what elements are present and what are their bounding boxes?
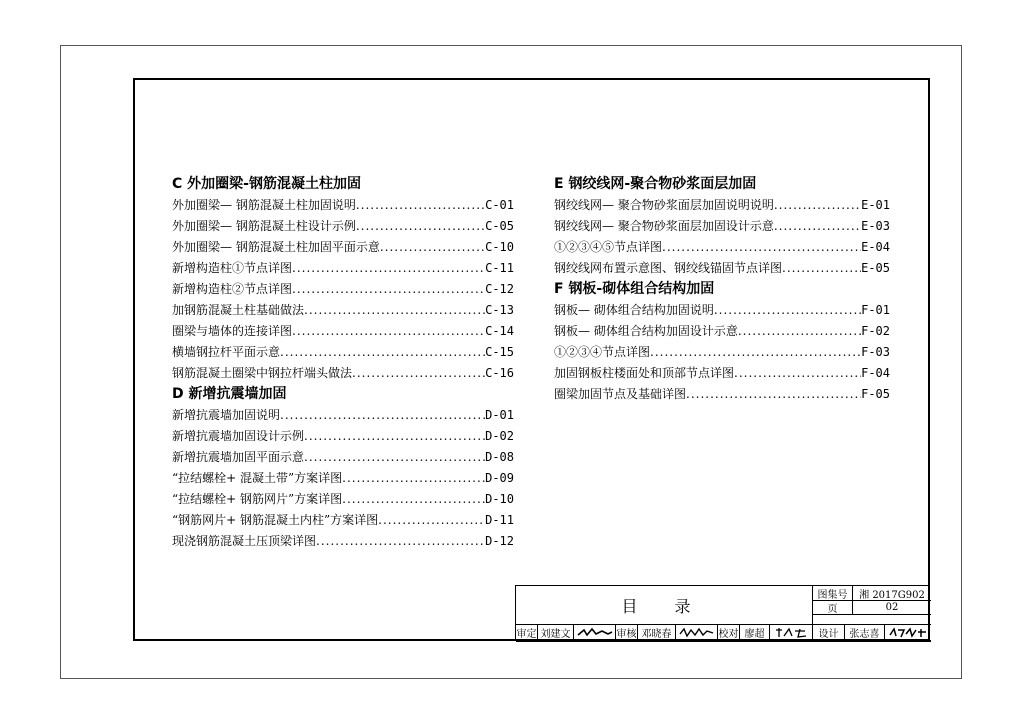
toc-entry: [554, 342, 890, 363]
toc-entry-code: F-02: [861, 324, 890, 338]
section-heading-e: E 钢绞线网-聚合物砂浆面层加固: [554, 176, 757, 192]
toc-entry-code: E-03: [861, 219, 890, 233]
review-label: 审定: [516, 625, 538, 640]
toc-entry: [172, 258, 514, 279]
toc-entry: [172, 489, 514, 510]
review-signature: [574, 625, 616, 640]
section-f-list: [554, 300, 890, 405]
toc-entry-title: 新增抗震墙加固设计示例: [172, 429, 305, 443]
toc-entry-title: 钢绞线网布置示意图、钢绞线锚固节点详图: [554, 261, 783, 275]
toc-entry-title: 钢绞线网— 聚合物砂浆面层加固设计示意: [554, 219, 774, 233]
toc-entry-code: E-05: [861, 261, 890, 275]
toc-entry-code: C-15: [485, 345, 514, 359]
toc-leader-dots: [774, 195, 861, 216]
toc-entry-code: C-16: [485, 366, 514, 380]
toc-entry-title: 加钢筋混凝土柱基础做法: [172, 303, 305, 317]
toc-entry: [554, 321, 890, 342]
section-heading-f: F 钢板-砌体组合结构加固: [554, 281, 715, 297]
title-block-title: 目 录: [516, 586, 813, 624]
proof-label: 校对: [718, 625, 740, 640]
toc-entry: [172, 216, 514, 237]
proof-signature: [770, 625, 813, 640]
section-heading-d: D 新增抗震墙加固: [172, 386, 287, 402]
toc-entry: [172, 468, 514, 489]
check-signature: [676, 625, 718, 640]
toc-entry: [554, 300, 890, 321]
toc-entry-code: E-01: [861, 198, 890, 212]
grid-line: [516, 640, 931, 642]
proof-signature-mark: [772, 626, 810, 639]
toc-entry-title: 圈梁加固节点及基础详图: [554, 387, 687, 401]
toc-entry-title: 新增抗震墙加固平面示意: [172, 450, 305, 464]
toc-entry-code: F-04: [861, 366, 890, 380]
toc-entry: [172, 195, 514, 216]
toc-entry: [554, 195, 890, 216]
section-d-list: [172, 405, 514, 552]
toc-leader-dots: [650, 342, 861, 363]
check-signature-mark: [678, 626, 716, 639]
toc-entry: [172, 237, 514, 258]
toc-entry: [172, 300, 514, 321]
toc-leader-dots: [734, 363, 861, 384]
toc-entry-title: 加固钢板柱楼面处和顶部节点详图: [554, 366, 735, 380]
atlas-number-label: 图集号: [813, 586, 853, 600]
toc-entry-title: “钢筋网片+ 钢筋混凝土内柱”方案详图: [172, 513, 379, 527]
toc-leader-dots: [352, 363, 485, 384]
toc-entry-code: C-12: [485, 282, 514, 296]
toc-entry-title: 新增构造柱②节点详图: [172, 282, 293, 296]
toc-entry: [172, 531, 514, 552]
toc-leader-dots: [782, 258, 861, 279]
toc-entry-code: D-08: [485, 450, 514, 464]
grid-line: [813, 614, 931, 615]
toc-entry: [172, 426, 514, 447]
review-signature-mark: [576, 626, 614, 639]
section-e-list: [554, 195, 890, 279]
check-label: 审核: [616, 625, 638, 640]
toc-entry-title: ①②③④节点详图: [554, 345, 651, 359]
toc-entry-code: D-10: [485, 492, 514, 506]
toc-entry-title: 圈梁与墙体的连接详图: [172, 324, 293, 338]
toc-right-column: [554, 174, 890, 405]
toc-entry: [172, 342, 514, 363]
toc-entry-title: 钢绞线网— 聚合物砂浆面层加固说明说明: [554, 198, 774, 212]
toc-leader-dots: [342, 489, 485, 510]
toc-leader-dots: [738, 321, 861, 342]
toc-entry-title: 外加圈梁— 钢筋混凝土柱加固说明: [172, 198, 356, 212]
toc-leader-dots: [686, 384, 861, 405]
toc-entry: [554, 237, 890, 258]
toc-entry: [172, 405, 514, 426]
toc-leader-dots: [280, 405, 485, 426]
toc-entry: [554, 258, 890, 279]
toc-entry-code: F-03: [861, 345, 890, 359]
toc-leader-dots: [280, 342, 485, 363]
proof-name: 廖超: [740, 625, 770, 640]
toc-leader-dots: [378, 510, 485, 531]
toc-entry: [554, 384, 890, 405]
toc-entry-title: 现浇钢筋混凝土压顶梁详图: [172, 534, 317, 548]
review-name: 刘建文: [538, 625, 574, 640]
toc-entry-code: C-05: [485, 219, 514, 233]
toc-leader-dots: [356, 195, 485, 216]
toc-entry-code: E-04: [861, 240, 890, 254]
toc-entry-code: D-02: [485, 429, 514, 443]
toc-entry-title: “拉结螺栓+ 钢筋网片”方案详图: [172, 492, 343, 506]
toc-leader-dots: [662, 237, 861, 258]
toc-entry-title: ①②③④⑤节点详图: [554, 240, 663, 254]
toc-leader-dots: [304, 426, 485, 447]
toc-leader-dots: [304, 447, 485, 468]
toc-entry-code: D-01: [485, 408, 514, 422]
toc-entry-code: D-09: [485, 471, 514, 485]
check-name: 邓晓春: [638, 625, 676, 640]
toc-entry-code: F-05: [861, 387, 890, 401]
toc-entry-code: C-13: [485, 303, 514, 317]
toc-leader-dots: [292, 279, 485, 300]
toc-entry: [172, 363, 514, 384]
page-label: 页: [813, 600, 853, 614]
grid-line: [812, 586, 813, 642]
toc-leader-dots: [316, 531, 485, 552]
design-name: 张志喜: [845, 625, 885, 640]
design-signature-mark: [888, 626, 928, 639]
toc-leader-dots: [292, 321, 485, 342]
toc-leader-dots: [380, 237, 485, 258]
toc-entry-title: 外加圈梁— 钢筋混凝土柱加固平面示意: [172, 240, 380, 254]
design-signature: [885, 625, 931, 640]
toc-entry-title: “拉结螺栓+ 混凝土带”方案详图: [172, 471, 343, 485]
section-c-list: [172, 195, 514, 384]
toc-leader-dots: [714, 300, 861, 321]
title-block: [515, 585, 930, 641]
toc-leader-dots: [292, 258, 485, 279]
toc-entry-code: C-14: [485, 324, 514, 338]
toc-leader-dots: [356, 216, 485, 237]
section-heading-c: C 外加圈梁-钢筋混凝土柱加固: [172, 176, 361, 192]
toc-leader-dots: [304, 300, 485, 321]
toc-leader-dots: [774, 216, 861, 237]
page-number-value: 02: [885, 601, 899, 613]
toc-entry-code: F-01: [861, 303, 890, 317]
toc-entry: [172, 321, 514, 342]
toc-entry-title: 钢板— 砌体组合结构加固设计示意: [554, 324, 738, 338]
toc-entry-code: C-10: [485, 240, 514, 254]
grid-line: [813, 600, 931, 601]
toc-entry: [172, 510, 514, 531]
toc-entry: [172, 447, 514, 468]
toc-entry-title: 横墙钢拉杆平面示意: [172, 345, 281, 359]
toc-entry-title: 钢板— 砌体组合结构加固说明: [554, 303, 714, 317]
atlas-number-value: 湘 2017G902: [859, 589, 925, 600]
toc-leader-dots: [342, 468, 485, 489]
toc-entry-title: 新增构造柱①节点详图: [172, 261, 293, 275]
toc-entry: [554, 216, 890, 237]
toc-entry-title: 新增抗震墙加固说明: [172, 408, 281, 422]
toc-entry-title: 钢筋混凝土圈梁中钢拉杆端头做法: [172, 366, 353, 380]
toc-entry-code: C-11: [485, 261, 514, 275]
toc-entry-code: D-11: [485, 513, 514, 527]
toc-entry-code: D-12: [485, 534, 514, 548]
design-label: 设计: [813, 625, 845, 640]
toc-entry-title: 外加圈梁— 钢筋混凝土柱设计示例: [172, 219, 356, 233]
toc-entry-code: C-01: [485, 198, 514, 212]
toc-entry: [172, 279, 514, 300]
toc-entry: [554, 363, 890, 384]
toc-left-column: [172, 174, 514, 552]
